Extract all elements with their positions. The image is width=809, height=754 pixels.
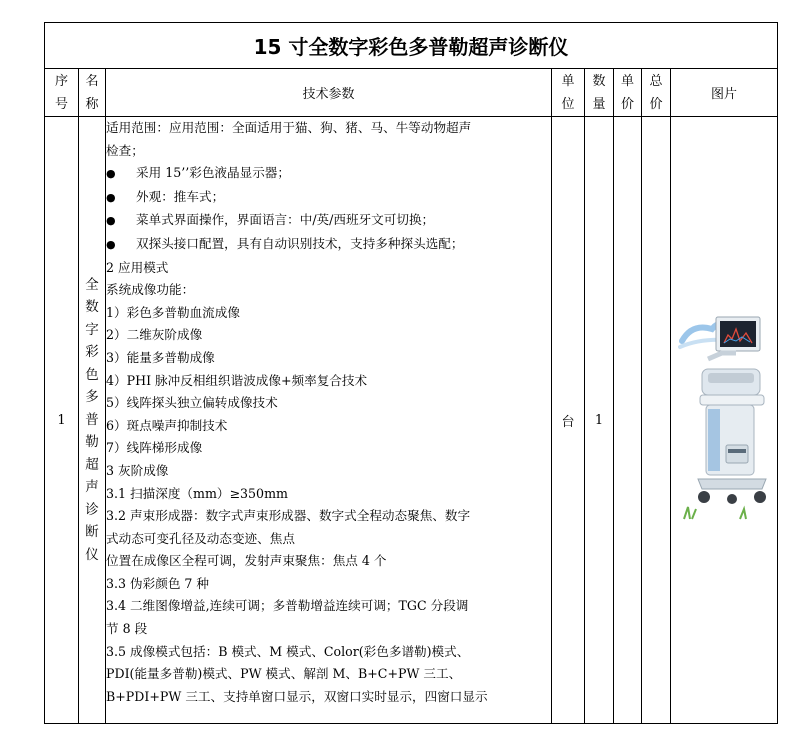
param-line: 3）能量多普勒成像	[106, 349, 215, 365]
param-line: 3.2 声束形成器：数字式声束形成器、数字式全程动态聚焦、数字	[106, 508, 471, 524]
bullet-item	[106, 209, 551, 233]
table-row	[45, 117, 778, 724]
row-params	[106, 117, 552, 724]
param-line: 系统成像功能：	[106, 282, 195, 298]
param-line: 3.1 扫描深度（mm）≥350mm	[106, 485, 288, 501]
bullet-text: 采用 15’’彩色液晶显示器；	[136, 165, 290, 181]
bullet-icon: ●	[106, 167, 116, 181]
bullet-icon: ●	[106, 214, 116, 228]
param-line: 式动态可变孔径及动态变迹、焦点	[106, 530, 295, 546]
header-params: 技术参数	[106, 69, 552, 117]
param-line: 3.4 二维图像增益,连续可调；多普勒增益连续可调；TGC 分段调	[106, 598, 469, 614]
bullet-item	[106, 162, 551, 186]
bullet-text: 外观：推车式；	[136, 188, 225, 204]
name-char: 诊	[85, 501, 99, 518]
bullet-item	[106, 186, 551, 210]
bullet-icon: ●	[106, 190, 116, 204]
row-total	[642, 117, 671, 724]
param-line: 4）PHI 脉冲反相组织谐波成像+频率复合技术	[106, 372, 368, 388]
header-total: 总 价	[642, 69, 671, 117]
param-line: 5）线阵探头独立偏转成像技术	[106, 395, 278, 411]
name-char: 彩	[85, 344, 99, 361]
param-line: 适用范围：应用范围：全面适用于猫、狗、猪、马、牛等动物超声	[106, 120, 472, 135]
name-char: 数	[85, 299, 99, 316]
param-line: 6）斑点噪声抑制技术	[106, 417, 228, 433]
name-char: 全	[85, 276, 99, 293]
param-line: 2）二维灰阶成像	[106, 327, 203, 343]
param-line: 2 应用模式	[106, 259, 169, 275]
bullet-text: 菜单式界面操作，界面语言：中/英/西班牙文可切换；	[136, 212, 435, 228]
header-qty: 数 量	[585, 69, 614, 117]
param-line: 1）彩色多普勒血流成像	[106, 304, 240, 320]
bullet-icon: ●	[106, 237, 116, 251]
name-char: 字	[85, 321, 99, 338]
name-char: 普	[85, 411, 99, 428]
name-char: 超	[85, 456, 99, 473]
param-line: 3 灰阶成像	[106, 462, 169, 478]
row-unit: 台	[552, 117, 585, 724]
product-image-cell	[671, 117, 778, 724]
row-seq: 1	[45, 117, 79, 724]
name-char: 声	[85, 479, 99, 496]
row-qty: 1	[585, 117, 614, 724]
param-line: 3.5 成像模式包括：B 模式、M 模式、Color(彩色多谱勒)模式、	[106, 643, 470, 659]
header-image: 图片	[671, 69, 778, 117]
header-row	[45, 69, 778, 117]
row-price	[614, 117, 642, 724]
header-price: 单 价	[614, 69, 642, 117]
row-name	[79, 117, 106, 724]
header-seq: 序 号	[45, 69, 79, 117]
spec-table	[44, 22, 778, 724]
param-line: 3.3 伪彩颜色 7 种	[106, 575, 210, 591]
param-line: 7）线阵梯形成像	[106, 440, 203, 456]
param-line: 节 8 段	[106, 621, 148, 637]
table-title: 15 寸全数字彩色多普勒超声诊断仪	[45, 23, 778, 69]
name-char: 多	[85, 389, 99, 406]
name-char: 仪	[85, 546, 99, 563]
name-char: 色	[85, 366, 99, 383]
header-unit: 单 位	[552, 69, 585, 117]
name-char: 断	[85, 524, 99, 541]
param-line: PDI(能量多普勒)模式、PW 模式、解剖 M、B+C+PW 三工、	[106, 666, 462, 682]
header-name: 名 称	[79, 69, 106, 117]
bullet-text: 双探头接口配置，具有自动识别技术，支持多种探头选配；	[136, 235, 464, 251]
bullet-item	[106, 233, 551, 257]
name-char: 勒	[85, 434, 99, 451]
param-line: 位置在成像区全程可调，发射声束聚焦：焦点 4 个	[106, 553, 387, 569]
param-line: B+PDI+PW 三工、支持单窗口显示，双窗口实时显示，四窗口显示	[106, 688, 488, 704]
ultrasound-machine-image	[678, 313, 770, 523]
param-line: 检查；	[106, 142, 144, 158]
